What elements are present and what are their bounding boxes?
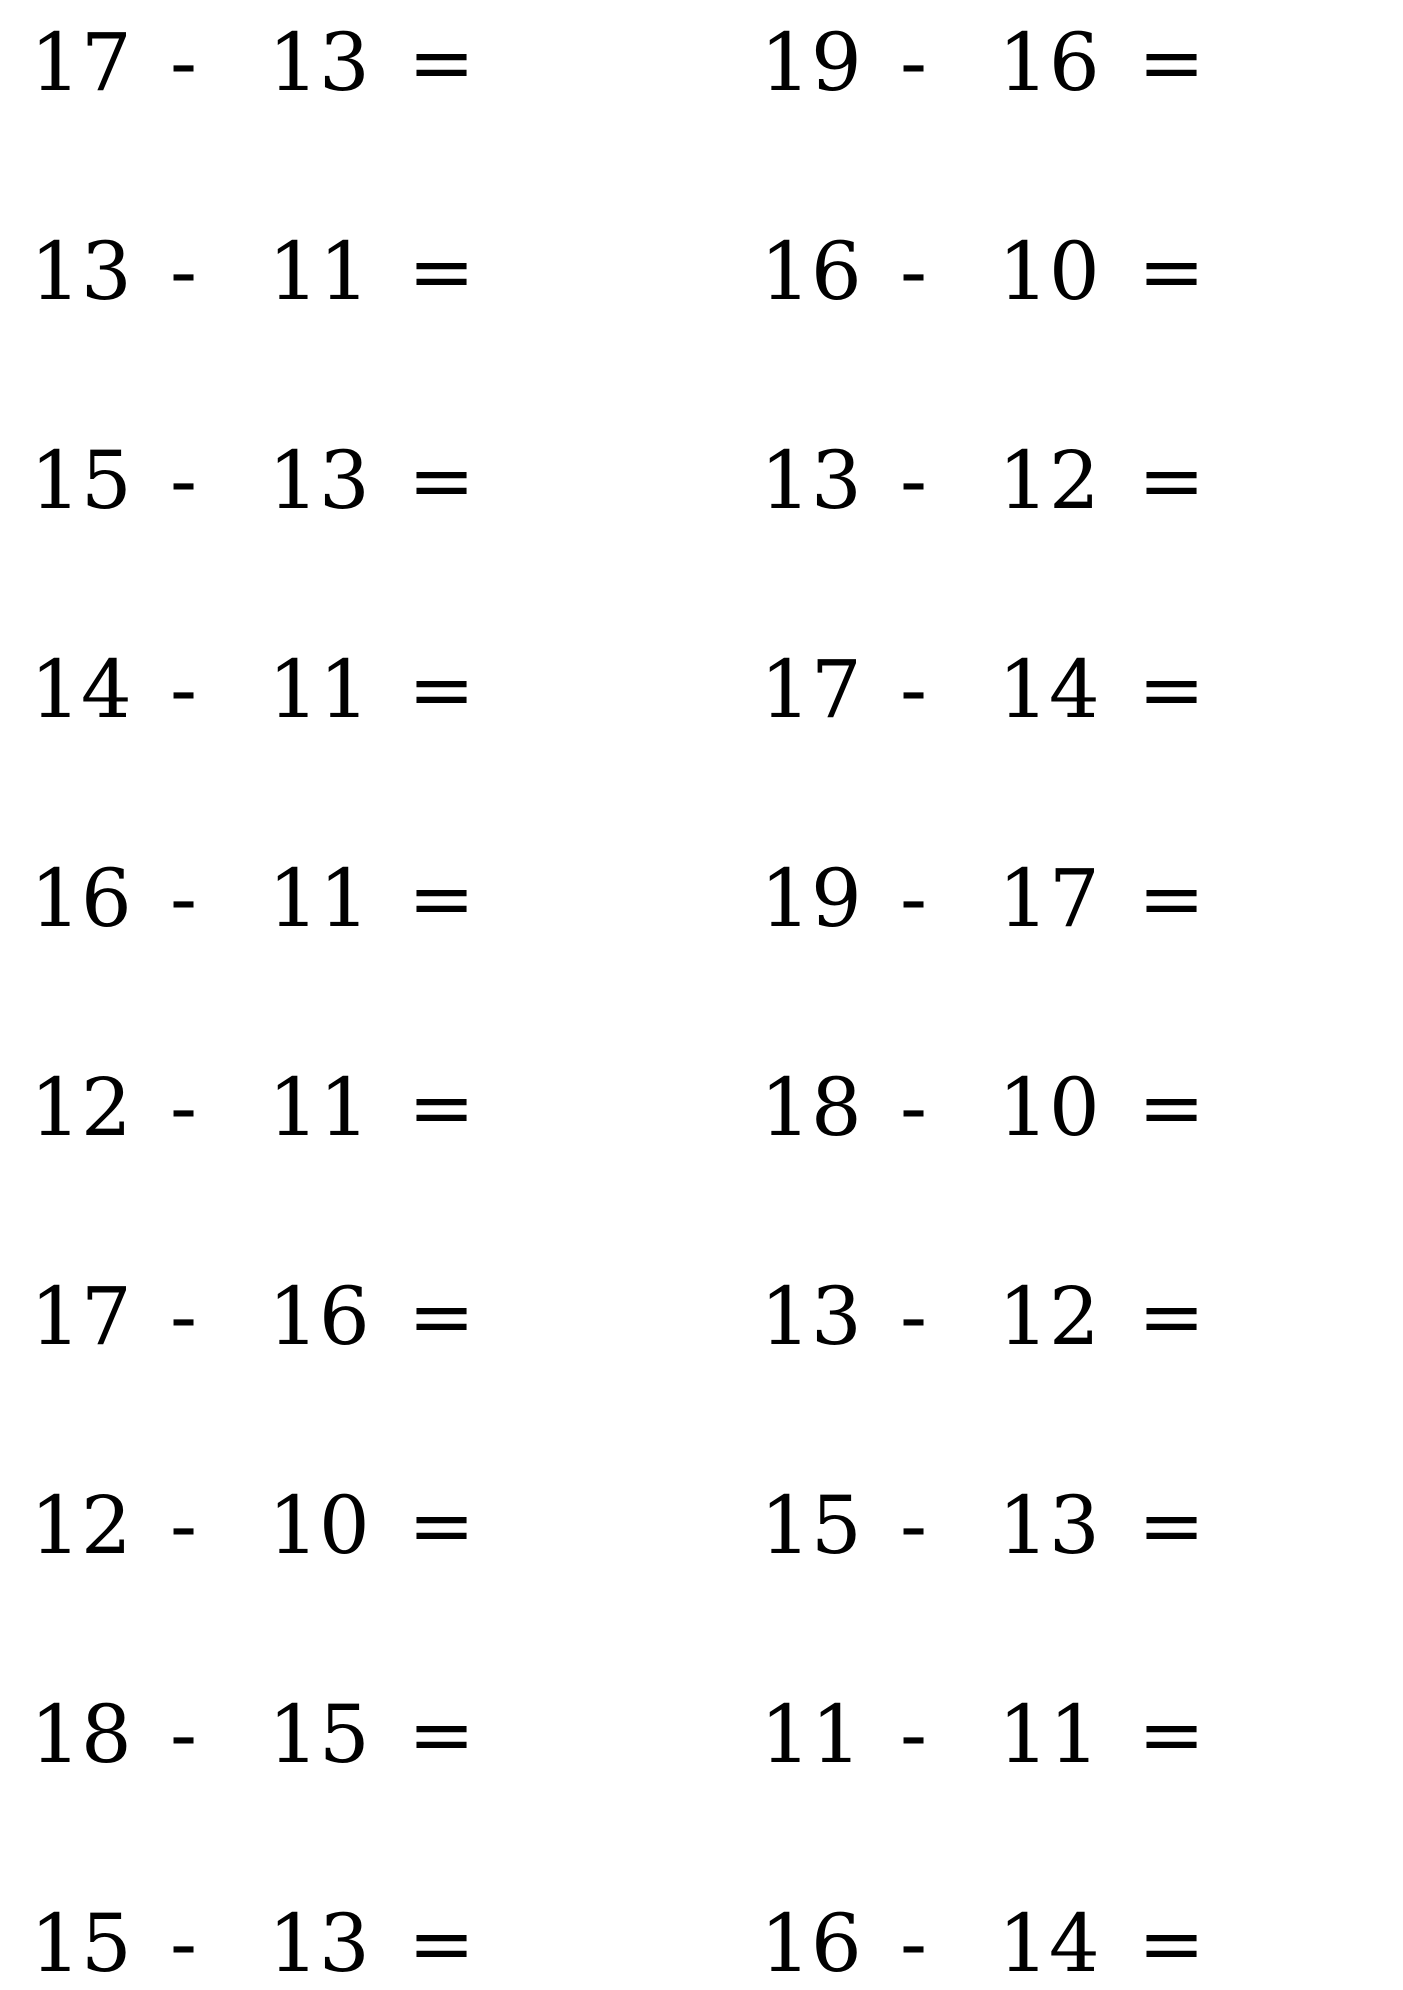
problem-left-8 bbox=[30, 1481, 550, 1571]
minus-sign: - bbox=[900, 434, 928, 527]
subtrahend: 11 bbox=[268, 225, 370, 318]
problem-left-1 bbox=[30, 18, 550, 108]
minus-sign: - bbox=[900, 225, 928, 318]
equals-sign: = bbox=[1138, 1897, 1206, 1990]
equals-sign: = bbox=[1138, 643, 1206, 736]
subtrahend: 13 bbox=[998, 1479, 1100, 1572]
problem-left-9 bbox=[30, 1690, 550, 1780]
minuend: 19 bbox=[760, 852, 862, 945]
minuend: 12 bbox=[30, 1061, 132, 1154]
problem-left-10 bbox=[30, 1899, 550, 1989]
problem-right-9 bbox=[760, 1690, 1280, 1780]
minus-sign: - bbox=[170, 225, 198, 318]
minuend: 15 bbox=[30, 434, 132, 527]
subtrahend: 15 bbox=[268, 1688, 370, 1781]
minus-sign: - bbox=[900, 1897, 928, 1990]
problem-right-1 bbox=[760, 18, 1280, 108]
equals-sign: = bbox=[1138, 852, 1206, 945]
subtrahend: 13 bbox=[268, 1897, 370, 1990]
problem-left-3 bbox=[30, 436, 550, 526]
minuend: 13 bbox=[30, 225, 132, 318]
minus-sign: - bbox=[170, 1270, 198, 1363]
problem-right-7 bbox=[760, 1272, 1280, 1362]
problem-right-5 bbox=[760, 854, 1280, 944]
minus-sign: - bbox=[170, 16, 198, 109]
equals-sign: = bbox=[408, 1897, 476, 1990]
minuend: 11 bbox=[760, 1688, 862, 1781]
minus-sign: - bbox=[900, 852, 928, 945]
equals-sign: = bbox=[408, 434, 476, 527]
minus-sign: - bbox=[170, 852, 198, 945]
minus-sign: - bbox=[170, 434, 198, 527]
minuend: 17 bbox=[30, 1270, 132, 1363]
minus-sign: - bbox=[170, 643, 198, 736]
problem-left-2 bbox=[30, 227, 550, 317]
subtrahend: 14 bbox=[998, 1897, 1100, 1990]
subtrahend: 14 bbox=[998, 643, 1100, 736]
minuend: 15 bbox=[30, 1897, 132, 1990]
subtrahend: 11 bbox=[268, 1061, 370, 1154]
subtrahend: 10 bbox=[268, 1479, 370, 1572]
problem-right-6 bbox=[760, 1063, 1280, 1153]
minuend: 12 bbox=[30, 1479, 132, 1572]
equals-sign: = bbox=[1138, 225, 1206, 318]
subtrahend: 11 bbox=[268, 643, 370, 736]
minus-sign: - bbox=[900, 1270, 928, 1363]
minus-sign: - bbox=[170, 1897, 198, 1990]
minus-sign: - bbox=[900, 1061, 928, 1154]
equals-sign: = bbox=[408, 16, 476, 109]
equals-sign: = bbox=[1138, 1479, 1206, 1572]
minus-sign: - bbox=[170, 1688, 198, 1781]
minuend: 13 bbox=[760, 434, 862, 527]
subtrahend: 17 bbox=[998, 852, 1100, 945]
subtrahend: 10 bbox=[998, 225, 1100, 318]
minuend: 16 bbox=[760, 225, 862, 318]
problem-left-5 bbox=[30, 854, 550, 944]
minuend: 18 bbox=[760, 1061, 862, 1154]
equals-sign: = bbox=[1138, 1688, 1206, 1781]
minuend: 17 bbox=[30, 16, 132, 109]
minuend: 17 bbox=[760, 643, 862, 736]
minus-sign: - bbox=[900, 643, 928, 736]
minuend: 16 bbox=[760, 1897, 862, 1990]
minuend: 16 bbox=[30, 852, 132, 945]
minuend: 18 bbox=[30, 1688, 132, 1781]
problem-right-8 bbox=[760, 1481, 1280, 1571]
subtrahend: 16 bbox=[998, 16, 1100, 109]
subtrahend: 12 bbox=[998, 434, 1100, 527]
subtrahend: 11 bbox=[998, 1688, 1100, 1781]
equals-sign: = bbox=[1138, 16, 1206, 109]
subtrahend: 13 bbox=[268, 16, 370, 109]
problem-left-7 bbox=[30, 1272, 550, 1362]
equals-sign: = bbox=[408, 643, 476, 736]
problem-right-4 bbox=[760, 645, 1280, 735]
subtrahend: 16 bbox=[268, 1270, 370, 1363]
minuend: 15 bbox=[760, 1479, 862, 1572]
minus-sign: - bbox=[170, 1061, 198, 1154]
minuend: 13 bbox=[760, 1270, 862, 1363]
minuend: 14 bbox=[30, 643, 132, 736]
problem-left-4 bbox=[30, 645, 550, 735]
equals-sign: = bbox=[408, 1270, 476, 1363]
problem-left-6 bbox=[30, 1063, 550, 1153]
equals-sign: = bbox=[1138, 1061, 1206, 1154]
minuend: 19 bbox=[760, 16, 862, 109]
equals-sign: = bbox=[408, 1479, 476, 1572]
minus-sign: - bbox=[170, 1479, 198, 1572]
problem-right-3 bbox=[760, 436, 1280, 526]
subtrahend: 12 bbox=[998, 1270, 1100, 1363]
subtrahend: 11 bbox=[268, 852, 370, 945]
equals-sign: = bbox=[1138, 434, 1206, 527]
equals-sign: = bbox=[408, 1061, 476, 1154]
problem-right-2 bbox=[760, 227, 1280, 317]
equals-sign: = bbox=[408, 852, 476, 945]
subtrahend: 13 bbox=[268, 434, 370, 527]
subtrahend: 10 bbox=[998, 1061, 1100, 1154]
equals-sign: = bbox=[1138, 1270, 1206, 1363]
equals-sign: = bbox=[408, 225, 476, 318]
minus-sign: - bbox=[900, 1479, 928, 1572]
problem-right-10 bbox=[760, 1899, 1280, 1989]
minus-sign: - bbox=[900, 16, 928, 109]
equals-sign: = bbox=[408, 1688, 476, 1781]
minus-sign: - bbox=[900, 1688, 928, 1781]
